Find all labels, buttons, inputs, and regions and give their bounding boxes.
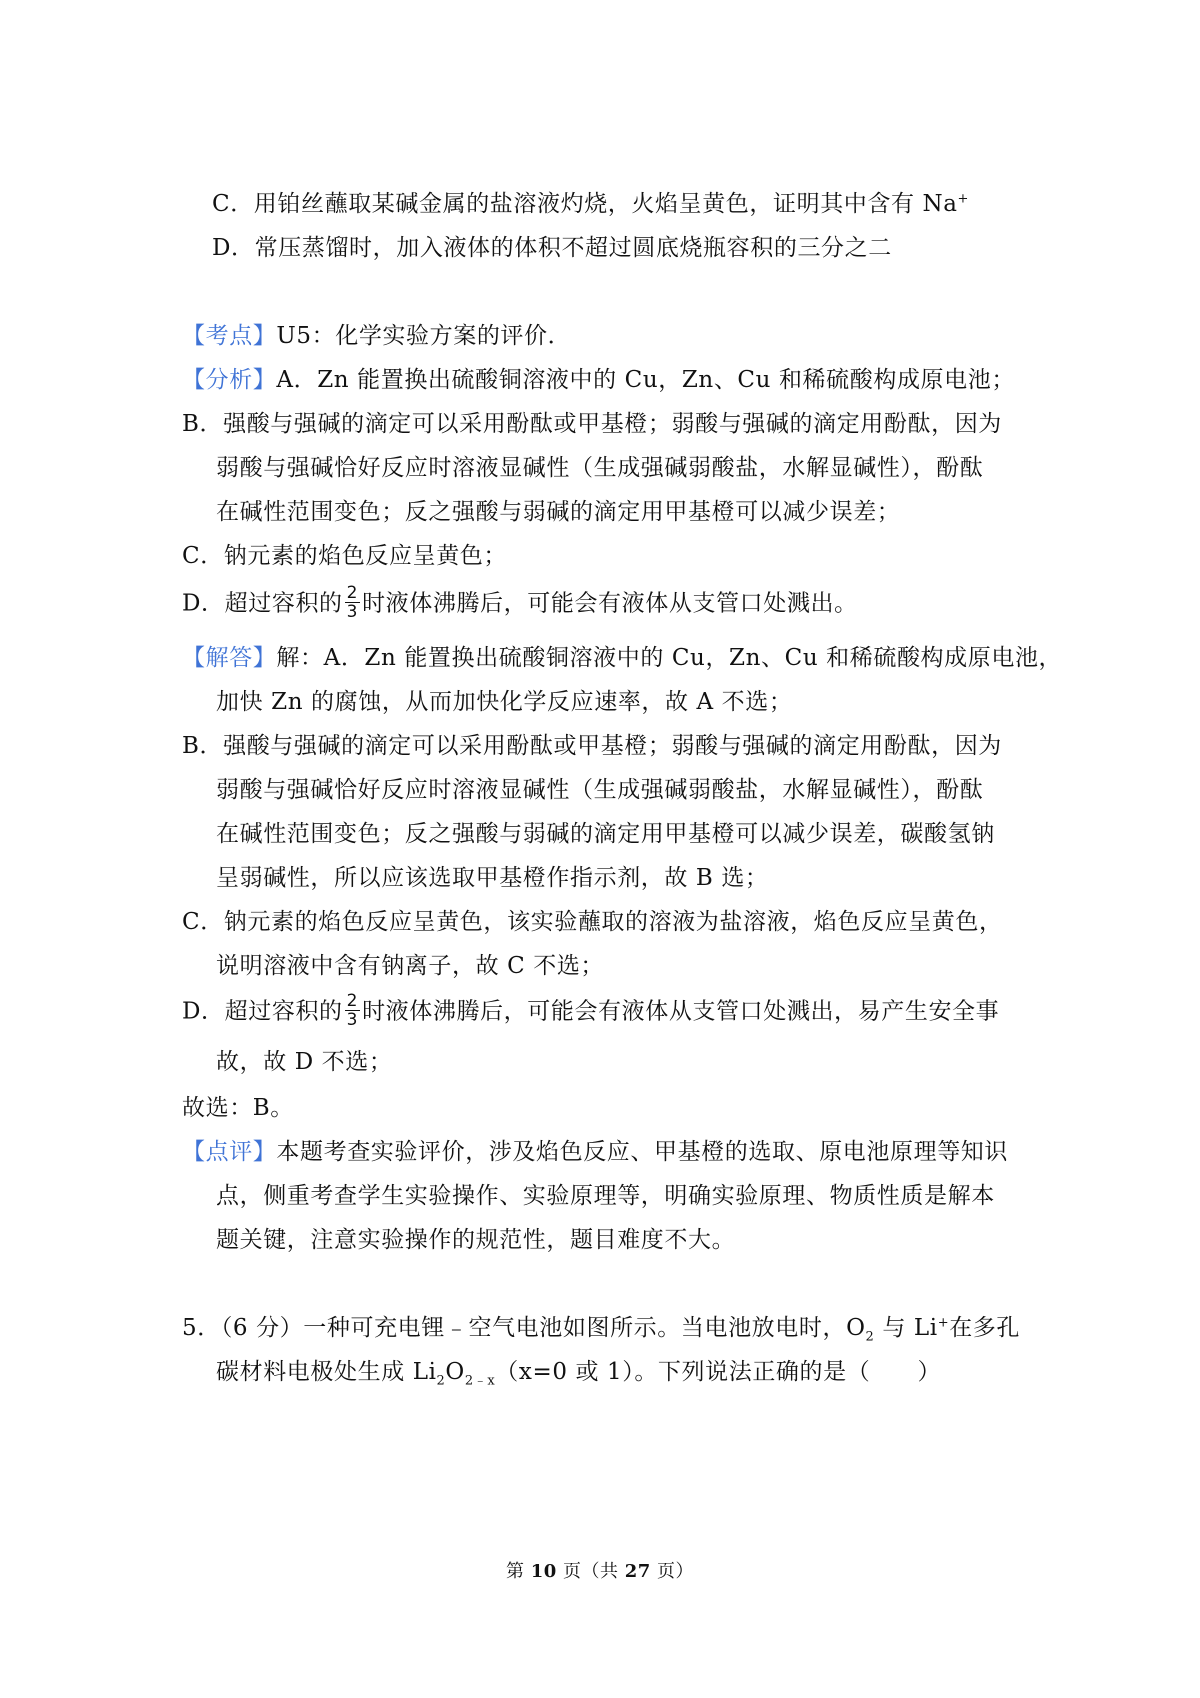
fenxi-section: 【分析】A．Zn 能置换出硫酸铜溶液中的 Cu，Zn、Cu 和稀硫酸构成原电池； (182, 367, 1015, 393)
jieda-d2: 故，故 D 不选； (216, 1049, 393, 1075)
jieda-c1: C．钠元素的焰色反应呈黄色，该实验蘸取的溶液为盐溶液，焰色反应呈黄色， (182, 909, 1003, 935)
dianping-l2: 点，侧重考查学生实验操作、实验原理等，明确实验原理、物质性质是解本 (216, 1183, 995, 1209)
jieda-b3: 在碱性范围变色；反之强酸与弱碱的滴定用甲基橙可以减少误差，碳酸氢钠 (216, 821, 995, 847)
dianping-l3: 题关键，注意实验操作的规范性，题目难度不大。 (216, 1227, 736, 1253)
option-c: C．用铂丝蘸取某碱金属的盐溶液灼烧，火焰呈黄色，证明其中含有 Na+ (212, 191, 970, 217)
kaodian-section: 【考点】U5：化学实验方案的评价． (182, 323, 572, 349)
fenxi-tag: 【分析】 (182, 367, 277, 393)
fraction-two-thirds: $\frac{2}{3}$ (346, 991, 359, 1030)
kaodian-tag: 【考点】 (182, 323, 277, 349)
jieda-c2: 说明溶液中含有钠离子，故 C 不选； (216, 953, 605, 979)
jieda-section: 【解答】解：A．Zn 能置换出硫酸铜溶液中的 Cu，Zn、Cu 和稀硫酸构成原电池， (182, 645, 1063, 671)
fenxi-b1: B．强酸与强碱的滴定可以采用酚酞或甲基橙；弱酸与强碱的滴定用酚酞，因为 (182, 411, 1002, 437)
jieda-b1: B．强酸与强碱的滴定可以采用酚酞或甲基橙；弱酸与强碱的滴定用酚酞，因为 (182, 733, 1002, 759)
jieda-final: 故选：B。 (182, 1095, 294, 1121)
jieda-b2: 弱酸与强碱恰好反应时溶液显碱性（生成强碱弱酸盐，水解显碱性），酚酞 (216, 777, 984, 803)
fenxi-b3: 在碱性范围变色；反之强酸与弱碱的滴定用甲基橙可以减少误差； (216, 499, 901, 525)
current-page-number: 10 (530, 1561, 557, 1582)
total-pages: 27 (624, 1561, 651, 1582)
option-d: D．常压蒸馏时，加入液体的体积不超过圆底烧瓶容积的三分之二 (212, 235, 892, 261)
dianping-tag: 【点评】 (182, 1139, 277, 1165)
fenxi-d: D．超过容积的 $\frac{2}{3}$ 时液体沸腾后，可能会有液体从支管口处溅出。 (182, 583, 858, 622)
dianping-section: 【点评】本题考查实验评价，涉及焰色反应、甲基橙的选取、原电池原理等知识 (182, 1139, 1009, 1165)
jieda-d1: D．超过容积的 $\frac{2}{3}$ 时液体沸腾后，可能会有液体从支管口处溅出，易产生安全事 (182, 991, 1000, 1030)
question5-line2: 碳材料电极处生成 $Li_2O_{2﹣x}(x=0$ 或 1）。下列说法正确的是（ ） (216, 1359, 942, 1389)
fenxi-c: C．钠元素的焰色反应呈黄色； (182, 543, 507, 569)
jieda-a2: 加快 Zn 的腐蚀，从而加快化学反应速率，故 A 不选； (216, 689, 793, 715)
question5-line1: 5．（6 分）一种可充电锂﹣空气电池如图所示。当电池放电时，$O_2$ 与 Li+在多孔 (182, 1315, 1020, 1345)
fraction-two-thirds: $\frac{2}{3}$ (346, 583, 359, 622)
page-footer: 第 10 页（共 27 页） (505, 1561, 695, 1582)
fenxi-b2: 弱酸与强碱恰好反应时溶液显碱性（生成强碱弱酸盐，水解显碱性），酚酞 (216, 455, 984, 481)
jieda-b4: 呈弱碱性，所以应该选取甲基橙作指示剂，故 B 选； (216, 865, 769, 891)
jieda-tag: 【解答】 (182, 645, 277, 671)
